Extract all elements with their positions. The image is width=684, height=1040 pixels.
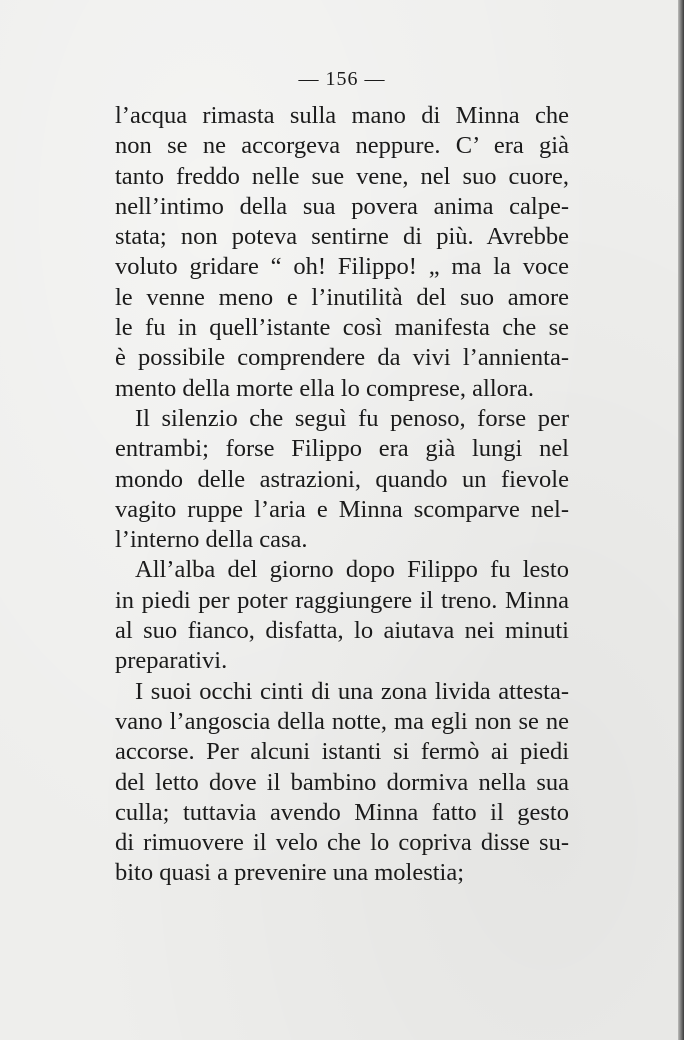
text-line: mento della morte ella lo comprese, allora. xyxy=(115,374,535,402)
text-line: è possibile comprendere da vivi l’annienta- xyxy=(115,344,569,372)
text-line: le venne meno e l’inutilità del suo amore xyxy=(115,283,569,311)
text-line: All’alba del giorno dopo Filippo fu lesto xyxy=(135,556,569,584)
text-line: l’acqua rimasta sulla mano di Minna che xyxy=(115,102,569,129)
text-line: bito quasi a prevenire una molestia; xyxy=(115,859,465,887)
text-line: l’interno della casa. xyxy=(115,526,308,554)
text-line: preparativi. xyxy=(115,647,228,675)
text-line: non se ne accorgeva neppure. C’ era già xyxy=(115,132,569,160)
page-number: — 156 — xyxy=(298,68,386,90)
body-text xyxy=(115,101,569,889)
page-edge-shadow xyxy=(678,0,684,1040)
text-line: le fu in quell’istante così manifesta che se xyxy=(115,314,569,342)
text-line: stata; non poteva sentirne di più. Avrebbe xyxy=(115,223,569,251)
text-line: entrambi; forse Filippo era già lungi nel xyxy=(115,435,569,463)
text-line: vano l’angoscia della notte, ma egli non se ne xyxy=(115,707,569,735)
text-line: nell’intimo della sua povera anima calpe- xyxy=(115,192,569,220)
text-line: Il silenzio che seguì fu penoso, forse per xyxy=(135,404,569,432)
text-line: I suoi occhi cinti di una zona livida attesta- xyxy=(135,677,569,705)
text-line: culla; tuttavia avendo Minna fatto il gesto xyxy=(115,798,569,826)
text-line: in piedi per poter raggiungere il treno. Minna xyxy=(115,586,569,614)
text-line: voluto gridare “ oh! Filippo! „ ma la voce xyxy=(115,253,569,281)
text-line: mondo delle astrazioni, quando un fievole xyxy=(115,465,569,493)
text-line: accorse. Per alcuni istanti si fermò ai piedi xyxy=(115,738,569,766)
text-line: al suo fianco, disfatta, lo aiutava nei minuti xyxy=(115,617,569,645)
text-line: del letto dove il bambino dormiva nella sua xyxy=(115,768,569,796)
text-line: tanto freddo nelle sue vene, nel suo cuore, xyxy=(115,162,569,190)
text-line: vagito ruppe l’aria e Minna scomparve nel- xyxy=(115,495,569,523)
text-line: di rimuovere il velo che lo copriva disse su- xyxy=(115,829,569,857)
